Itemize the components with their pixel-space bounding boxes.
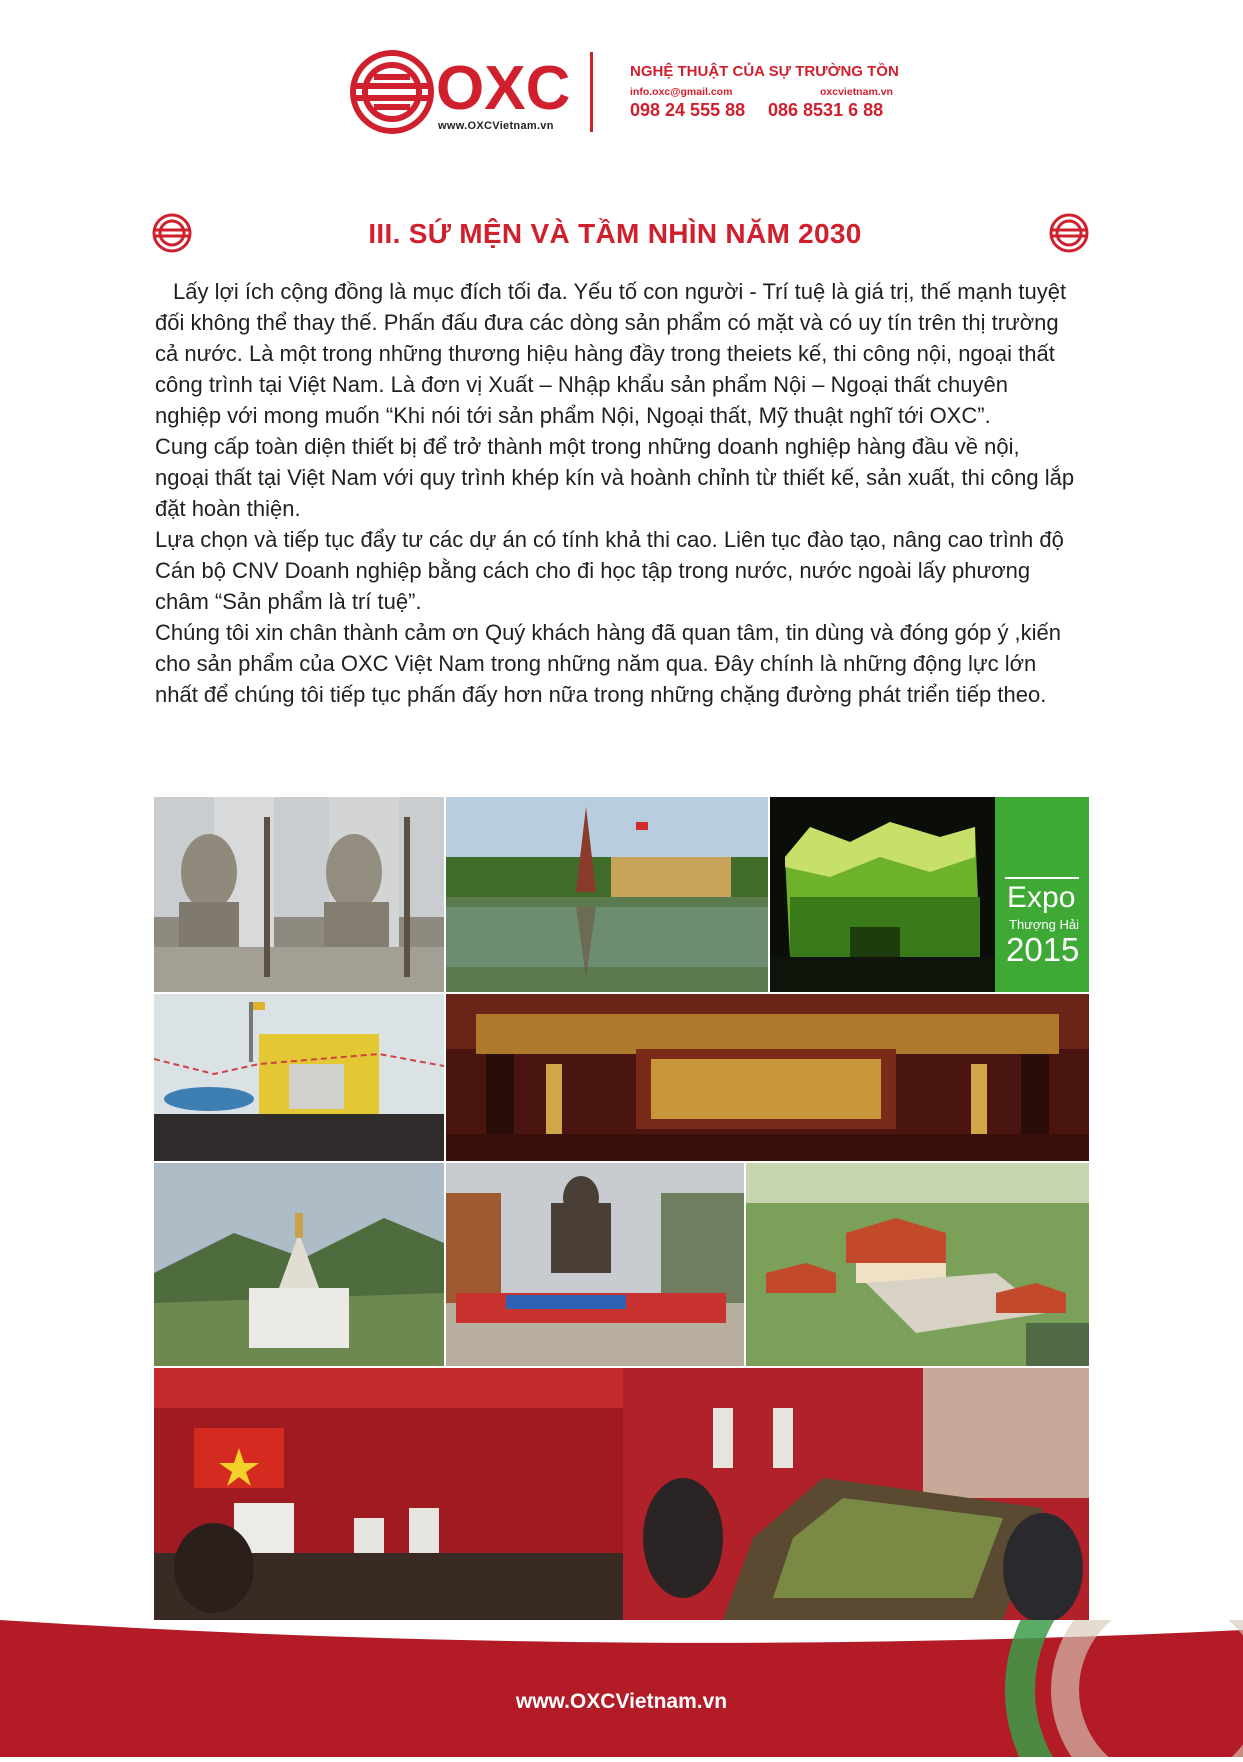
expo-word: Expo	[1007, 881, 1076, 914]
photo-meeting-room-2	[623, 1368, 1089, 1620]
contact-email[interactable]: info.oxc@gmail.com	[630, 86, 733, 98]
photo-stupa-mountain	[154, 1163, 444, 1366]
logo-url[interactable]: www.OXCVietnam.vn	[438, 120, 554, 132]
title-emblem-icon	[1049, 213, 1089, 253]
expo-city: Thượng Hải	[1009, 917, 1079, 932]
logo-wordmark: OXC	[436, 54, 571, 123]
photo-expo-pavilion	[770, 797, 995, 992]
tagline: NGHỆ THUẬT CỦA SỰ TRƯỜNG TỒN	[630, 63, 899, 80]
oxc-logo-icon	[350, 50, 434, 134]
paragraph: Lựa chọn và tiếp tục đẩy tư các dự án có tính khả thi cao. Liên tục đào tạo, nâng cao trình độ Cán bộ CNV Doanh nghiệp bằng cách cho đi học tập trong nước, nước ngoài lấy phương châm “Sản phẩm là trí tuệ”.	[155, 527, 1064, 614]
photo-statue-sculpting	[154, 797, 444, 992]
paragraph: Cung cấp toàn diện thiết bị để trở thành một trong những doanh nghiệp hàng đầu về nội, ngoại thất tại Việt Nam với quy trình khép kín và hoành chỉnh từ thiết kế, sản xuất, thi công lắp đặt hoàn thiện.	[155, 434, 1075, 521]
photo-ceremony-crowd	[154, 994, 444, 1161]
contact-phone-1[interactable]: 098 24 555 88	[630, 100, 746, 120]
contact-website[interactable]: oxcvietnam.vn	[820, 86, 893, 98]
photo-pagoda-lake	[446, 797, 768, 992]
footer-band	[0, 1620, 1243, 1757]
footer-website[interactable]: www.OXCVietnam.vn	[515, 1690, 728, 1713]
section-title: III. SỨ MỆN VÀ TẦM NHÌN NĂM 2030	[368, 218, 862, 249]
expo-badge	[995, 797, 1089, 992]
expo-rule	[1005, 877, 1079, 879]
photo-festival-statue	[446, 1163, 744, 1366]
paragraph: Chúng tôi xin chân thành cảm ơn Quý khách hàng đã quan tâm, tin dùng và đóng góp ý ,kiến cho sản phẩm của OXC Việt Nam trong những năm qua. Đây chính là những động lực lớn nhất để chúng tôi tiếp tục phấn đấy hơn nữa trong những chặng đường phát triển tiếp theo.	[155, 620, 1062, 707]
header-divider	[590, 52, 593, 132]
contact-phone-2[interactable]: 086 8531 6 88	[768, 100, 884, 120]
mission-text	[155, 276, 1075, 710]
photo-temple-rendering	[746, 1163, 1089, 1366]
photo-meeting-room-1	[154, 1368, 623, 1620]
expo-year: 2015	[1006, 931, 1080, 968]
paragraph: Lấy lợi ích cộng đồng là mục đích tối đa. Yếu tố con người - Trí tuệ là giá trị, thế mạnh tuyệt đối không thể thay thế. Phấn đấu đưa các dòng sản phẩm có mặt và có uy tín trên thị trường cả nước. Là một trong những thương hiệu hàng đầy trong theiets kế, thi công nội, ngoại thất công trình tại Việt Nam. Là đơn vị Xuất – Nhập khẩu sản phẩm Nội – Ngoại thất chuyên nghiệp với mong muốn “Khi nói tới sản phẩm Nội, Ngoại thất, Mỹ thuật nghĩ tới OXC”.	[155, 279, 1067, 428]
photo-temple-interior	[446, 994, 1089, 1161]
